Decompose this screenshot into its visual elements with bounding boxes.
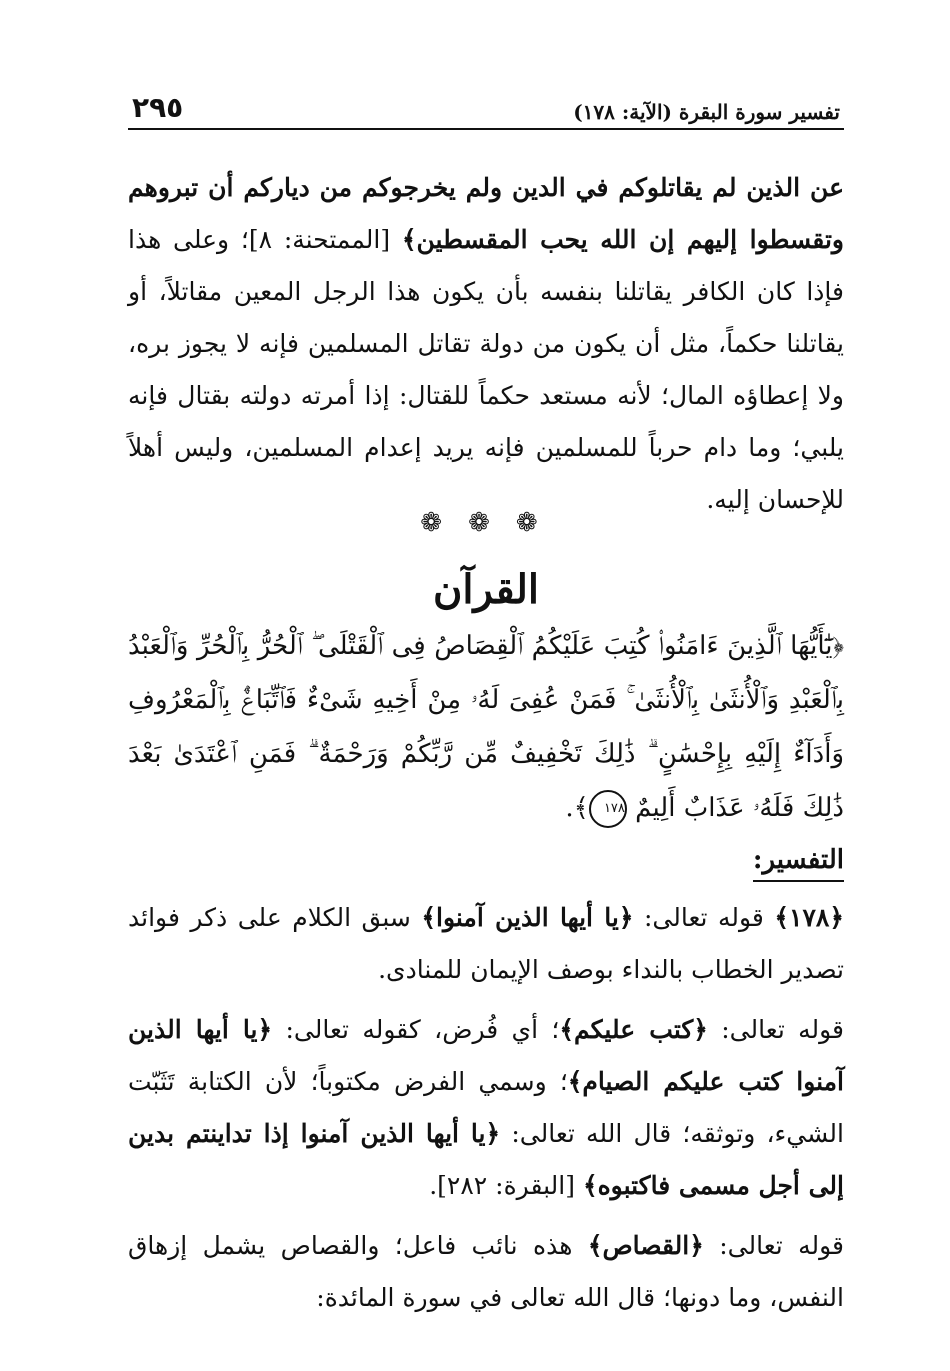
tafsir-heading: التفسير:	[753, 840, 844, 882]
bold-quote: عن الذين لم يقاتلوكم في الدين ولم يخرجوكم من دياركم أن تبروهم وتقسطوا إليهم إن الله يحب المقسطين﴾	[128, 173, 844, 254]
body-text: وعلى هذا فإذا كان الكافر يقاتلنا بنفسه بأن يكون هذا الرجل المعين مقاتلاً، أو يقاتلنا حكماً، مثل أن يكون من دولة تقاتل المسلمين فإنه لا يجوز بره، ولا إعطاؤه المال؛ لأنه مستعد حكماً للقتال: إذا أمرته دولته بقتال فإنه يلبي؛ وما دام حرباً للمسلمين فإنه يريد إعدام المسلمين، وليس أهلاً للإحسان إليه.	[128, 225, 844, 514]
tafsir-paragraph-1	[128, 892, 844, 996]
text: قوله تعالى:	[703, 1231, 845, 1260]
book-page	[128, 88, 845, 1312]
bold-quote: ﴿يا أيها الذين آمنوا كتب عليكم الصيام﴾	[128, 1015, 845, 1096]
tafsir-section	[128, 840, 844, 1324]
page-number: ٢٩٥	[132, 91, 184, 124]
running-title: تفسير سورة البقرة (الآية: ١٧٨)	[573, 100, 840, 124]
flower-ornament-icon: ❁	[420, 508, 457, 538]
quran-verse: ﴿يَٰٓأَيُّهَا ٱلَّذِينَ ءَامَنُوا۟ كُتِبَ عَلَيْكُمُ ٱلْقِصَاصُ فِى ٱلْقَتْلَى ۖ ٱلْحُرُّ بِٱلْحُرِّ وَٱلْعَبْدُ بِٱلْعَبْدِ وَٱلْأُنثَىٰ بِٱلْأُنثَىٰ ۚ فَمَنْ عُفِىَ لَهُۥ مِنْ أَخِيهِ شَىْءٌ فَٱتِّبَاعٌۢ بِٱلْمَعْرُوفِ وَأَدَآءٌ إِلَيْهِ بِإِحْسَٰنٍ ۗ ذَٰلِكَ تَخْفِيفٌ مِّن رَّبِّكُمْ وَرَحْمَةٌ ۗ فَمَنِ ٱعْتَدَىٰ بَعْدَ ذَٰلِكَ فَلَهُۥ عَذَابٌ أَلِيمٌ	[128, 631, 844, 823]
section-separator	[128, 508, 844, 538]
reference: [البقرة: ٢٨٢].	[429, 1171, 583, 1200]
tafsir-paragraph-2	[128, 1004, 844, 1212]
reference: [الممتحنة: ٨]؛	[240, 225, 402, 254]
bold-quote: ﴿يا أيها الذين آمنوا إذا تداينتم بدين إلى أجل مسمى فاكتبوه﴾	[128, 1119, 844, 1200]
text: ؛ وسمي الفرض مكتوباً؛ لأن الكتابة تَثَبّت الشيء، وتوثقه؛ قال الله تعالى:	[128, 1067, 844, 1148]
text: سبق الكلام على ذكر فوائد تصدير الخطاب بالنداء بوصف الإيمان للمنادى.	[128, 903, 844, 984]
bold-quote: ﴿يا أيها الذين آمنوا﴾	[421, 903, 634, 932]
verse-closing: ﴾.	[565, 793, 589, 823]
bold-quote: ﴿القصاص﴾	[587, 1231, 704, 1260]
flower-ornament-icon: ❁	[515, 508, 552, 538]
text: قوله تعالى:	[633, 903, 775, 932]
tafsir-paragraph-3	[128, 1220, 844, 1324]
verse-number: ﴿١٧٨﴾	[774, 903, 844, 932]
text: ؛ أي فُرض، كقوله تعالى:	[272, 1015, 560, 1044]
flower-ornament-icon: ❁	[468, 508, 504, 538]
text: قوله تعالى:	[707, 1015, 844, 1044]
text: هذه نائب فاعل؛ والقصاص يشمل إزهاق النفس، وما دونها؛ قال الله تعالى في سورة المائدة:	[128, 1231, 844, 1312]
page-header	[128, 88, 844, 130]
top-paragraph	[128, 162, 844, 526]
ayah-number-marker: ١٧٨	[589, 790, 627, 828]
bold-quote: ﴿كتب عليكم﴾	[559, 1015, 708, 1044]
quran-section	[128, 566, 844, 835]
section-title: القرآن	[432, 566, 540, 613]
